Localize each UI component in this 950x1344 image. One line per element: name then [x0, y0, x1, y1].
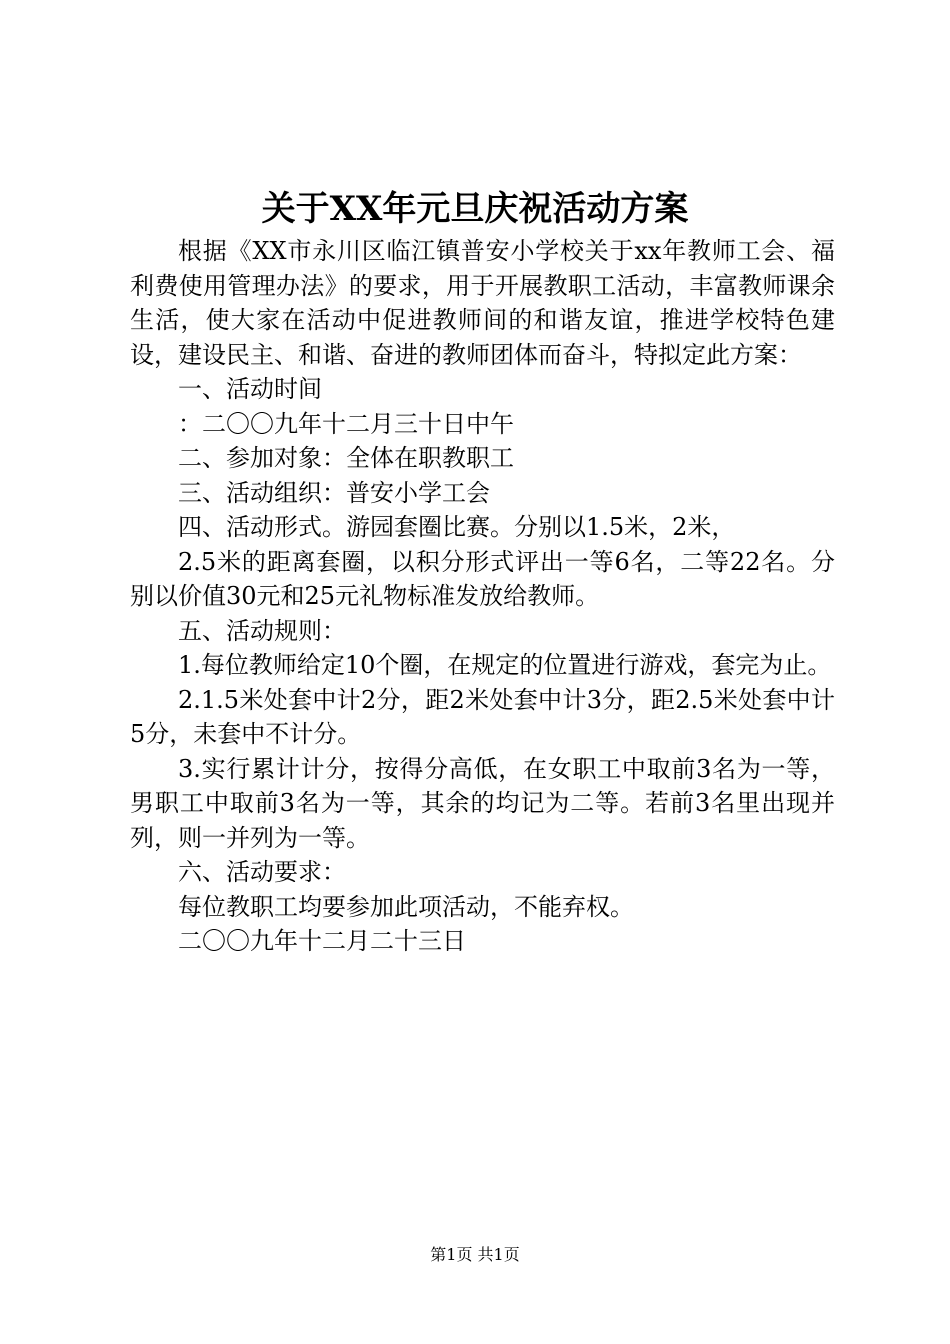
- section-organizer: 三、活动组织：普安小学工会: [178, 478, 490, 507]
- rule-item-1: 1.每位教师给定10个圈，在规定的位置进行游戏，套完为止。: [178, 651, 832, 679]
- requirement-detail: 每位教职工均要参加此项活动，不能弃权。: [178, 892, 634, 921]
- document-date: 二〇〇九年十二月二十三日: [178, 927, 466, 955]
- intro-paragraph: 根据《XX市永川区临江镇普安小学校关于xx年教师工会、福利费使用管理办法》的要求，用于开展教职工活动，丰富教师课余生活，使大家在活动中促进教师间的和谐友谊，推进学校特色建设，建设民主、和谐、奋进的教师团体而奋斗，特拟定此方案：: [130, 237, 835, 369]
- section-heading-time: 一、活动时间: [178, 375, 322, 403]
- section-participants: 二、参加对象：全体在职教职工: [178, 444, 514, 472]
- rule-item-2: 2.1.5米处套中计2分，距2米处套中计3分，距2.5米处套中计5分，未套中不计分。: [130, 685, 835, 748]
- time-detail: ：二〇〇九年十二月三十日中午: [178, 409, 514, 438]
- rule-item-3: 3.实行累计计分，按得分高低，在女职工中取前3名为一等，男职工中取前3名为一等，其余的均记为二等。若前3名里出现并列，则一并列为一等。: [130, 754, 835, 852]
- format-detail: 2.5米的距离套圈，以积分形式评出一等6名，二等22名。分别以价值30元和25元礼物标准发放给教师。: [130, 547, 835, 610]
- document-title: 关于XX年元旦庆祝活动方案: [261, 189, 689, 229]
- page-footer: 第1页 共1页: [430, 1245, 520, 1264]
- section-format: 四、活动形式。游园套圈比赛。分别以1.5米，2米，: [178, 513, 736, 541]
- section-heading-rules: 五、活动规则：: [178, 616, 346, 645]
- document-body: [130, 234, 835, 959]
- section-heading-requirements: 六、活动要求：: [178, 858, 346, 886]
